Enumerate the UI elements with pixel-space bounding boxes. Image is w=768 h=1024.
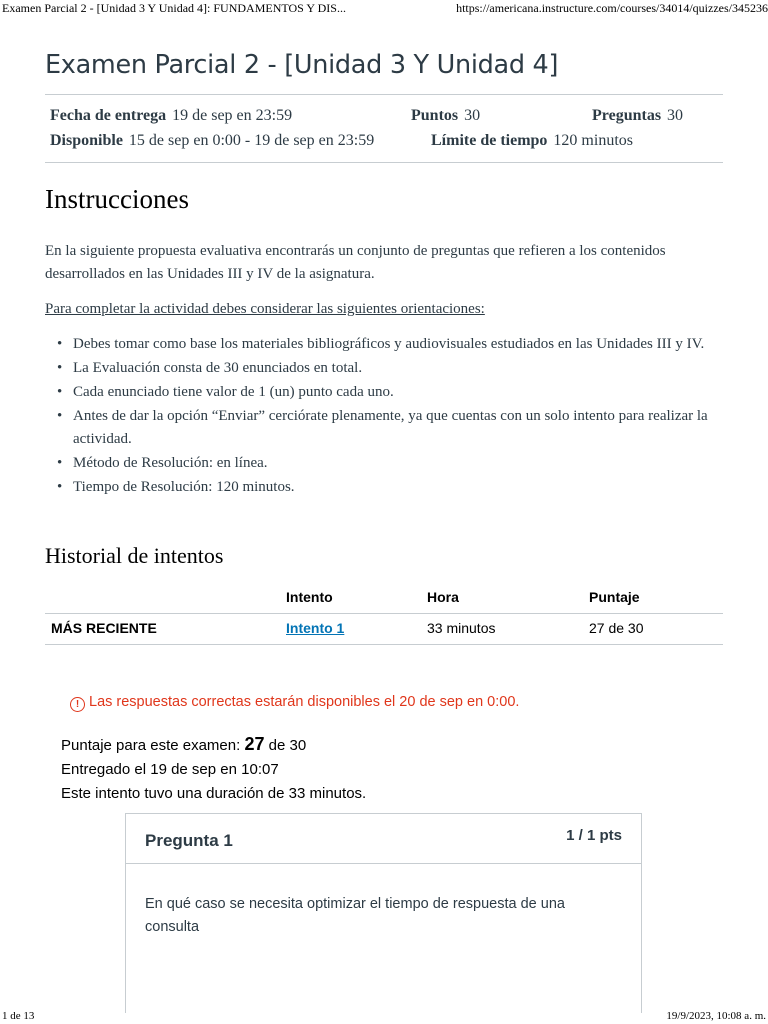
list-item: • Tiempo de Resolución: 120 minutos. — [73, 476, 720, 499]
attempt-cell — [286, 620, 344, 636]
question-header — [126, 814, 641, 864]
divider — [45, 162, 723, 163]
answers-notice-text: Las respuestas correctas estarán disponibles el 20 de sep en 0:00. — [89, 694, 520, 710]
orientations-list — [45, 333, 720, 500]
time-cell: 33 minutos — [427, 620, 496, 636]
question-title: Pregunta 1 — [145, 831, 233, 850]
score-suffix: de 30 — [268, 737, 307, 754]
score-line — [61, 732, 366, 758]
table-header — [45, 584, 723, 614]
instructions-intro: En la siguiente propuesta evaluativa encontrarás un conjunto de preguntas que refieren a los contenidos desarrollados en las Unidades III y IV de la asignatura. — [45, 243, 666, 282]
print-header — [0, 0, 768, 18]
print-header-url: https://americana.instructure.com/courses/34014/quizzes/345236 — [456, 1, 768, 15]
score-cell: 27 de 30 — [589, 620, 644, 636]
points-value: 30 — [464, 107, 481, 124]
attempt-link[interactable]: Intento 1 — [286, 620, 345, 636]
available-value: 15 de sep en 0:00 - 19 de sep en 23:59 — [128, 132, 375, 149]
print-datetime: 19/9/2023, 10:08 a. m. — [666, 1010, 766, 1022]
questions-label: Preguntas — [592, 107, 662, 124]
time-limit-value: 120 minutos — [553, 132, 633, 149]
score-value: 27 — [244, 734, 265, 754]
instructions-heading: Instrucciones — [45, 184, 189, 214]
column-header-score: Puntaje — [589, 589, 640, 605]
points-label: Puntos — [411, 107, 459, 124]
list-item: • Antes de dar la opción “Enviar” cerciórate plenamente, ya que cuentas con un solo intento para realizar la actividad. — [73, 405, 720, 451]
duration-line: Este intento tuvo una duración de 33 minutos. — [61, 785, 367, 802]
warning-circle-icon: ! — [70, 697, 85, 712]
due-date-value: 19 de sep en 23:59 — [172, 107, 293, 124]
divider — [45, 94, 723, 95]
questions-count — [592, 107, 683, 125]
page-title: Examen Parcial 2 - [Unidad 3 Y Unidad 4] — [45, 50, 559, 80]
history-heading: Historial de intentos — [45, 543, 224, 568]
print-header-title: Examen Parcial 2 - [Unidad 3 Y Unidad 4]: FUNDAMENTOS Y DIS... — [2, 1, 346, 15]
list-item: • Debes tomar como base los materiales bibliográficos y audiovisuales estudiados en las Unidades III y IV. — [73, 333, 720, 356]
table-row — [45, 614, 723, 645]
due-date — [50, 107, 292, 125]
row-label: MÁS RECIENTE — [51, 620, 157, 636]
list-item: • Método de Resolución: en línea. — [73, 452, 720, 475]
due-date-label: Fecha de entrega — [50, 107, 167, 124]
available-window — [50, 132, 374, 150]
points — [411, 107, 480, 125]
question-points: 1 / 1 pts — [566, 827, 622, 844]
available-label: Disponible — [50, 132, 123, 149]
answers-notice — [70, 694, 519, 712]
score-prefix: Puntaje para este examen: — [61, 737, 241, 754]
column-header-time: Hora — [427, 589, 459, 605]
question-card — [125, 813, 642, 1013]
print-footer — [0, 1008, 768, 1024]
question-text: En qué caso se necesita optimizar el tiempo de respuesta de una consulta — [145, 896, 565, 935]
orientations-heading: Para completar la actividad debes considerar las siguientes orientaciones: — [45, 301, 485, 317]
list-item: • La Evaluación consta de 30 enunciados en total. — [73, 357, 720, 380]
time-limit-label: Límite de tiempo — [431, 132, 548, 149]
attempt-history-table — [45, 584, 723, 645]
questions-value: 30 — [667, 107, 684, 124]
page-number: 1 de 13 — [2, 1010, 35, 1022]
submitted-line: Entregado el 19 de sep en 10:07 — [61, 761, 279, 778]
list-item: • Cada enunciado tiene valor de 1 (un) punto cada uno. — [73, 381, 720, 404]
score-summary — [61, 732, 366, 806]
column-header-attempt: Intento — [286, 589, 333, 605]
time-limit — [431, 132, 633, 150]
